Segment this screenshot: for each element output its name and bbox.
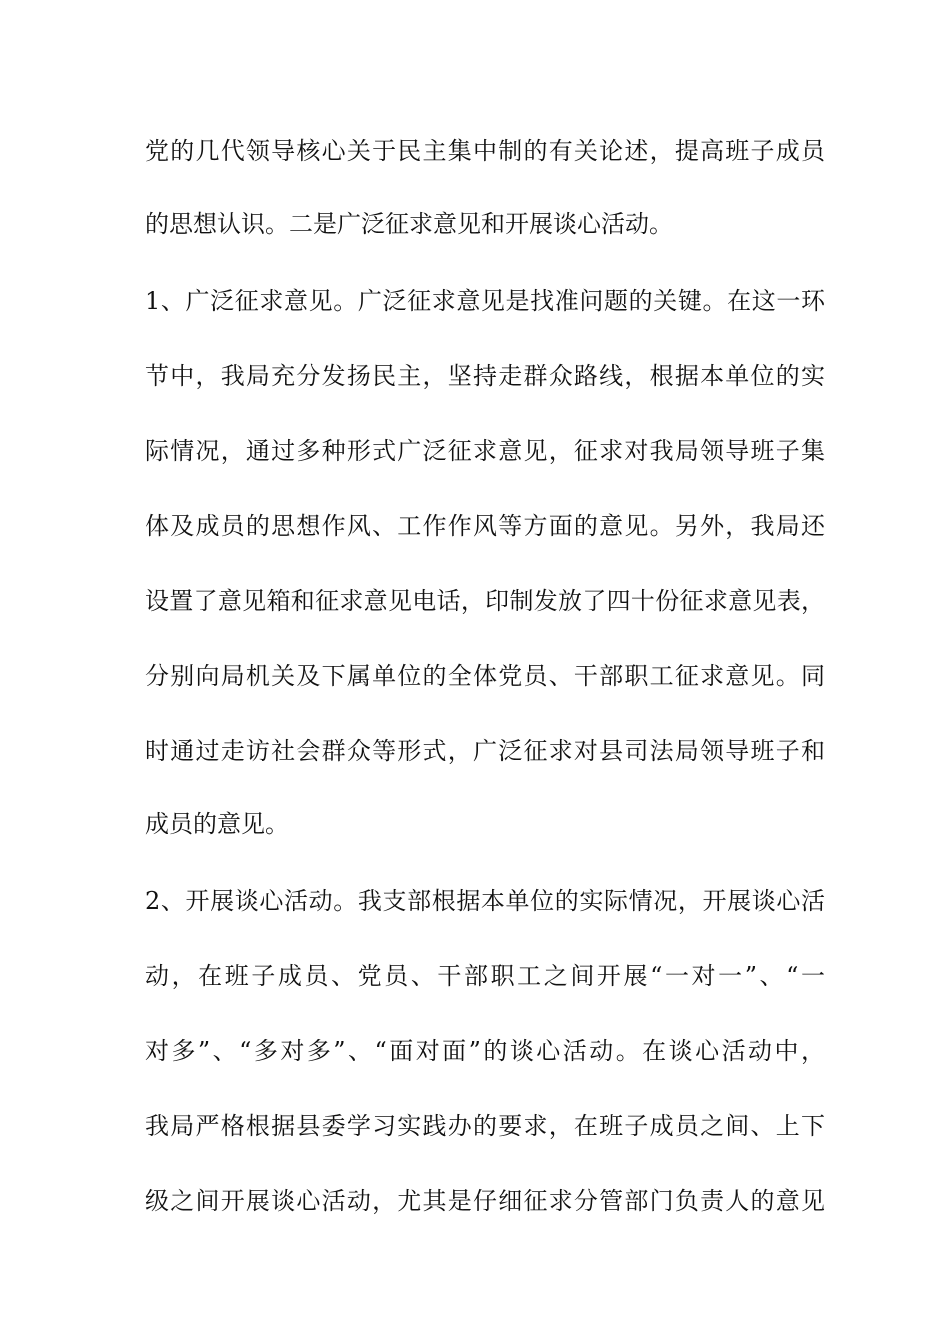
text-line: 体及成员的思想作风、工作作风等方面的意见。另外，我局还 — [145, 512, 825, 540]
text-line: 级之间开展谈心活动，尤其是仔细征求分管部门负责人的意见 — [145, 1187, 825, 1215]
text-line: 我局严格根据县委学习实践办的要求，在班子成员之间、上下 — [145, 1112, 825, 1140]
text-line: 际情况，通过多种形式广泛征求意见，征求对我局领导班子集 — [145, 437, 825, 465]
text-line: 时通过走访社会群众等形式，广泛征求对县司法局领导班子和 — [145, 737, 825, 765]
text-line: 的思想认识。二是广泛征求意见和开展谈心活动。 — [145, 210, 673, 238]
text-line: 2、开展谈心活动。我支部根据本单位的实际情况，开展谈心活 — [145, 887, 825, 915]
text-line: 动，在班子成员、党员、干部职工之间开展“一对一”、“一 — [145, 962, 825, 990]
text-line: 党的几代领导核心关于民主集中制的有关论述，提高班子成员 — [145, 137, 825, 165]
text-line: 节中，我局充分发扬民主，坚持走群众路线，根据本单位的实 — [145, 362, 825, 390]
text-line: 对多”、“多对多”、“面对面”的谈心活动。在谈心活动中， — [145, 1037, 825, 1065]
text-line: 设置了意见箱和征求意见电话，印制发放了四十份征求意见表， — [145, 587, 825, 615]
text-line: 成员的意见。 — [145, 810, 289, 838]
text-line: 1、广泛征求意见。广泛征求意见是找准问题的关键。在这一环 — [145, 287, 825, 315]
text-line: 分别向局机关及下属单位的全体党员、干部职工征求意见。同 — [145, 662, 825, 690]
